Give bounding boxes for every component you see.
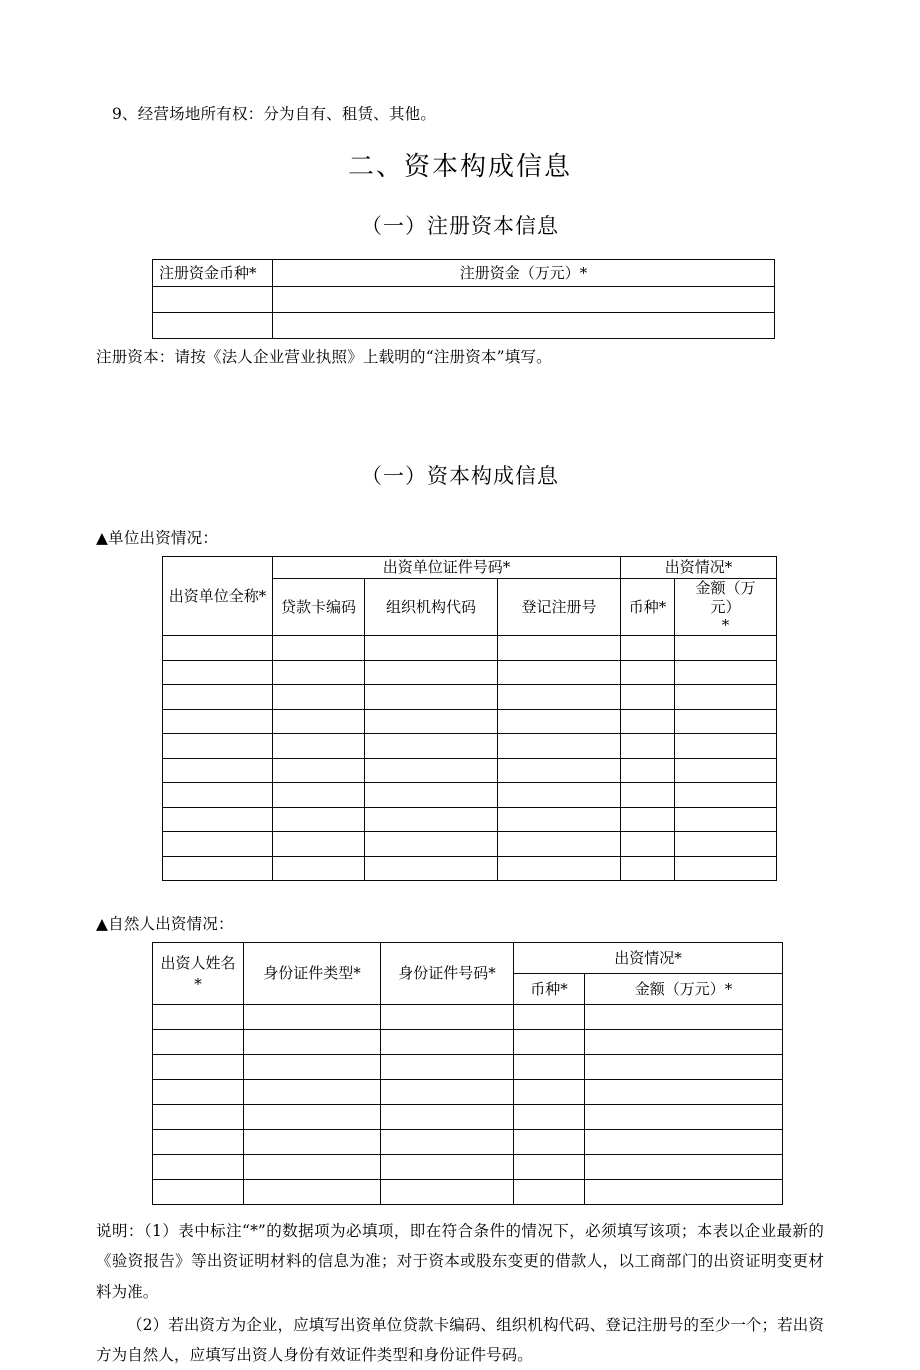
cell-organization-code[interactable] bbox=[365, 709, 498, 734]
subsection-heading-registered-capital: （一）注册资本信息 bbox=[361, 214, 559, 239]
cell-amount[interactable] bbox=[675, 807, 777, 832]
explanation-item-2: （2）若出资方为企业，应填写出资单位贷款卡编码、组织机构代码、登记注册号的至少一个；若出资方为自然人，应填写出资人身份有效证件类型和身份证件号码。 bbox=[96, 1315, 824, 1364]
cell-unit-full-name[interactable] bbox=[163, 660, 273, 685]
cell-currency-type[interactable] bbox=[514, 1155, 585, 1180]
person-contribution-table bbox=[152, 942, 783, 1205]
cell-registration-number[interactable] bbox=[498, 832, 621, 857]
cell-unit-full-name[interactable] bbox=[163, 734, 273, 759]
cell-currency-type[interactable] bbox=[621, 783, 675, 808]
table-row[interactable] bbox=[163, 685, 777, 710]
cell-person-name[interactable] bbox=[153, 1180, 244, 1205]
cell-person-name[interactable] bbox=[153, 1130, 244, 1155]
cell-currency-type[interactable] bbox=[514, 1055, 585, 1080]
cell-amount[interactable] bbox=[675, 709, 777, 734]
cell-organization-code[interactable] bbox=[365, 685, 498, 710]
table-header-row-group bbox=[163, 556, 777, 578]
cell-amount[interactable] bbox=[585, 1080, 783, 1105]
cell-currency-type[interactable] bbox=[621, 856, 675, 881]
cell-amount[interactable] bbox=[675, 783, 777, 808]
registered-capital-note: 注册资本：请按《法人企业营业执照》上载明的“注册资本”填写。 bbox=[96, 347, 552, 366]
cell-id-type[interactable] bbox=[244, 1055, 381, 1080]
cell-organization-code[interactable] bbox=[365, 783, 498, 808]
cell-person-name[interactable] bbox=[153, 1080, 244, 1105]
cell-loan-card-code[interactable] bbox=[273, 734, 365, 759]
cell-currency-type[interactable] bbox=[514, 1080, 585, 1105]
table-row[interactable] bbox=[153, 1005, 783, 1030]
cell-amount[interactable] bbox=[675, 660, 777, 685]
page-content bbox=[96, 0, 824, 1370]
header-contribution-status: 出资情况* bbox=[621, 556, 777, 578]
table-row[interactable] bbox=[153, 1180, 783, 1205]
table-row[interactable] bbox=[163, 709, 777, 734]
cell-id-type[interactable] bbox=[244, 1105, 381, 1130]
cell-registration-number[interactable] bbox=[498, 856, 621, 881]
header-unit-full-name: 出资单位全称* bbox=[163, 556, 273, 635]
table-row[interactable] bbox=[163, 758, 777, 783]
cell-loan-card-code[interactable] bbox=[273, 832, 365, 857]
cell-person-name[interactable] bbox=[153, 1005, 244, 1030]
cell-registration-number[interactable] bbox=[498, 660, 621, 685]
cell-organization-code[interactable] bbox=[365, 856, 498, 881]
cell-registration-number[interactable] bbox=[498, 709, 621, 734]
cell-amount[interactable] bbox=[675, 636, 777, 661]
cell-organization-code[interactable] bbox=[365, 734, 498, 759]
table-row[interactable] bbox=[153, 1080, 783, 1105]
cell-registration-number[interactable] bbox=[498, 807, 621, 832]
cell-amount[interactable] bbox=[585, 1105, 783, 1130]
cell-id-type[interactable] bbox=[244, 1005, 381, 1030]
cell-currency-type[interactable] bbox=[514, 1005, 585, 1030]
cell-registration-number[interactable] bbox=[498, 783, 621, 808]
cell-id-type[interactable] bbox=[244, 1155, 381, 1180]
cell-currency-type[interactable] bbox=[621, 660, 675, 685]
spacer bbox=[96, 245, 824, 259]
header-amount-wan-yuan: 金额（万元）* bbox=[585, 974, 783, 1005]
cell-amount[interactable] bbox=[585, 1155, 783, 1180]
spacer bbox=[96, 371, 824, 439]
header-amount-asterisk: * bbox=[721, 616, 730, 635]
cell-loan-card-code[interactable] bbox=[273, 783, 365, 808]
cell-amount[interactable] bbox=[675, 856, 777, 881]
cell-loan-card-code[interactable] bbox=[273, 758, 365, 783]
cell-loan-card-code[interactable] bbox=[273, 685, 365, 710]
cell-unit-full-name[interactable] bbox=[163, 783, 273, 808]
person-contribution-marker: ▲自然人出资情况： bbox=[96, 915, 234, 934]
cell-loan-card-code[interactable] bbox=[273, 807, 365, 832]
cell-unit-full-name[interactable] bbox=[163, 709, 273, 734]
cell-unit-full-name[interactable] bbox=[163, 807, 273, 832]
spacer bbox=[96, 881, 824, 911]
cell-organization-code[interactable] bbox=[365, 758, 498, 783]
cell-loan-card-code[interactable] bbox=[273, 856, 365, 881]
cell-id-type[interactable] bbox=[244, 1030, 381, 1055]
cell-person-name[interactable] bbox=[153, 1055, 244, 1080]
header-currency-type: 币种* bbox=[514, 974, 585, 1005]
table-row[interactable] bbox=[153, 1130, 783, 1155]
header-amount-wan-yuan bbox=[675, 578, 777, 635]
cell-person-name[interactable] bbox=[153, 1155, 244, 1180]
cell-capital-amount[interactable] bbox=[273, 312, 775, 338]
cell-currency-type[interactable] bbox=[153, 312, 273, 338]
unit-contribution-table bbox=[162, 556, 777, 881]
cell-id-number[interactable] bbox=[381, 1030, 514, 1055]
cell-organization-code[interactable] bbox=[365, 636, 498, 661]
table-row[interactable] bbox=[163, 807, 777, 832]
table-header-row bbox=[153, 259, 775, 286]
cell-person-name[interactable] bbox=[153, 1030, 244, 1055]
header-currency-type: 币种* bbox=[621, 578, 675, 635]
unit-contribution-marker: ▲单位出资情况： bbox=[96, 529, 219, 548]
cell-organization-code[interactable] bbox=[365, 807, 498, 832]
cell-id-number[interactable] bbox=[381, 1180, 514, 1205]
cell-currency-type[interactable] bbox=[514, 1130, 585, 1155]
cell-organization-code[interactable] bbox=[365, 832, 498, 857]
cell-registration-number[interactable] bbox=[498, 636, 621, 661]
cell-currency-type[interactable] bbox=[621, 636, 675, 661]
cell-currency-type[interactable] bbox=[153, 286, 273, 312]
table-row[interactable] bbox=[163, 734, 777, 759]
spacer bbox=[96, 495, 824, 525]
header-amount-line1: 金额（万 bbox=[695, 578, 756, 597]
cell-registration-number[interactable] bbox=[498, 734, 621, 759]
cell-loan-card-code[interactable] bbox=[273, 636, 365, 661]
header-contribution-status: 出资情况* bbox=[514, 943, 783, 974]
table-row[interactable] bbox=[153, 1055, 783, 1080]
cell-unit-full-name[interactable] bbox=[163, 685, 273, 710]
header-loan-card-code: 贷款卡编码 bbox=[273, 578, 365, 635]
subsection-heading-capital-composition: （一）资本构成信息 bbox=[361, 464, 559, 489]
table-header-row-group bbox=[153, 943, 783, 974]
cell-amount[interactable] bbox=[675, 685, 777, 710]
cell-amount[interactable] bbox=[675, 734, 777, 759]
cell-registration-number[interactable] bbox=[498, 758, 621, 783]
header-amount-line2: 元） bbox=[710, 597, 741, 616]
header-organization-code: 组织机构代码 bbox=[365, 578, 498, 635]
cell-amount[interactable] bbox=[675, 832, 777, 857]
cell-id-number[interactable] bbox=[381, 1055, 514, 1080]
cell-amount[interactable] bbox=[585, 1180, 783, 1205]
section-heading: 二、资本构成信息 bbox=[347, 152, 572, 183]
cell-unit-full-name[interactable] bbox=[163, 832, 273, 857]
table-row[interactable] bbox=[163, 832, 777, 857]
cell-amount[interactable] bbox=[585, 1005, 783, 1030]
cell-amount[interactable] bbox=[675, 758, 777, 783]
cell-person-name[interactable] bbox=[153, 1105, 244, 1130]
cell-id-number[interactable] bbox=[381, 1155, 514, 1180]
cell-id-type[interactable] bbox=[244, 1130, 381, 1155]
table-row[interactable] bbox=[163, 636, 777, 661]
header-unit-certificate-number: 出资单位证件号码* bbox=[273, 556, 621, 578]
table-row[interactable] bbox=[153, 286, 775, 312]
table-row[interactable] bbox=[163, 783, 777, 808]
cell-currency-type[interactable] bbox=[514, 1180, 585, 1205]
cell-currency-type[interactable] bbox=[514, 1030, 585, 1055]
header-person-name: 出资人姓名* bbox=[153, 943, 244, 1005]
cell-id-number[interactable] bbox=[381, 1105, 514, 1130]
cell-amount[interactable] bbox=[585, 1130, 783, 1155]
cell-loan-card-code[interactable] bbox=[273, 660, 365, 685]
cell-currency-type[interactable] bbox=[621, 832, 675, 857]
header-capital-amount: 注册资金（万元）* bbox=[273, 259, 775, 286]
cell-currency-type[interactable] bbox=[514, 1105, 585, 1130]
cell-amount[interactable] bbox=[585, 1030, 783, 1055]
table-row[interactable] bbox=[153, 1155, 783, 1180]
table-row[interactable] bbox=[153, 1105, 783, 1130]
cell-currency-type[interactable] bbox=[621, 807, 675, 832]
cell-currency-type[interactable] bbox=[621, 685, 675, 710]
cell-id-number[interactable] bbox=[381, 1130, 514, 1155]
cell-unit-full-name[interactable] bbox=[163, 856, 273, 881]
cell-currency-type[interactable] bbox=[621, 734, 675, 759]
header-registration-number: 登记注册号 bbox=[498, 578, 621, 635]
cell-unit-full-name[interactable] bbox=[163, 758, 273, 783]
table-row[interactable] bbox=[153, 312, 775, 338]
table-row[interactable] bbox=[163, 856, 777, 881]
registered-capital-table bbox=[152, 259, 775, 339]
cell-id-type[interactable] bbox=[244, 1080, 381, 1105]
cell-id-type[interactable] bbox=[244, 1180, 381, 1205]
cell-id-number[interactable] bbox=[381, 1080, 514, 1105]
cell-amount[interactable] bbox=[585, 1055, 783, 1080]
cell-id-number[interactable] bbox=[381, 1005, 514, 1030]
cell-currency-type[interactable] bbox=[621, 758, 675, 783]
cell-organization-code[interactable] bbox=[365, 660, 498, 685]
preceding-list-item: 9、经营场地所有权：分为自有、租赁、其他。 bbox=[112, 105, 437, 123]
spacer bbox=[96, 1205, 824, 1213]
table-row[interactable] bbox=[153, 1030, 783, 1055]
header-id-number: 身份证件号码* bbox=[381, 943, 514, 1005]
cell-capital-amount[interactable] bbox=[273, 286, 775, 312]
explanation-item-1: 说明：（1）表中标注“*”的数据项为必填项，即在符合条件的情况下，必须填写该项；本表以企业最新的《验资报告》等出资证明材料的信息为准；对于资本或股东变更的借款人，以工商部门的出资证明变更材料为准。 bbox=[96, 1222, 824, 1301]
header-currency-type: 注册资金币种* bbox=[153, 259, 273, 286]
cell-registration-number[interactable] bbox=[498, 685, 621, 710]
cell-unit-full-name[interactable] bbox=[163, 636, 273, 661]
header-id-type: 身份证件类型* bbox=[244, 943, 381, 1005]
cell-loan-card-code[interactable] bbox=[273, 709, 365, 734]
table-row[interactable] bbox=[163, 660, 777, 685]
cell-currency-type[interactable] bbox=[621, 709, 675, 734]
